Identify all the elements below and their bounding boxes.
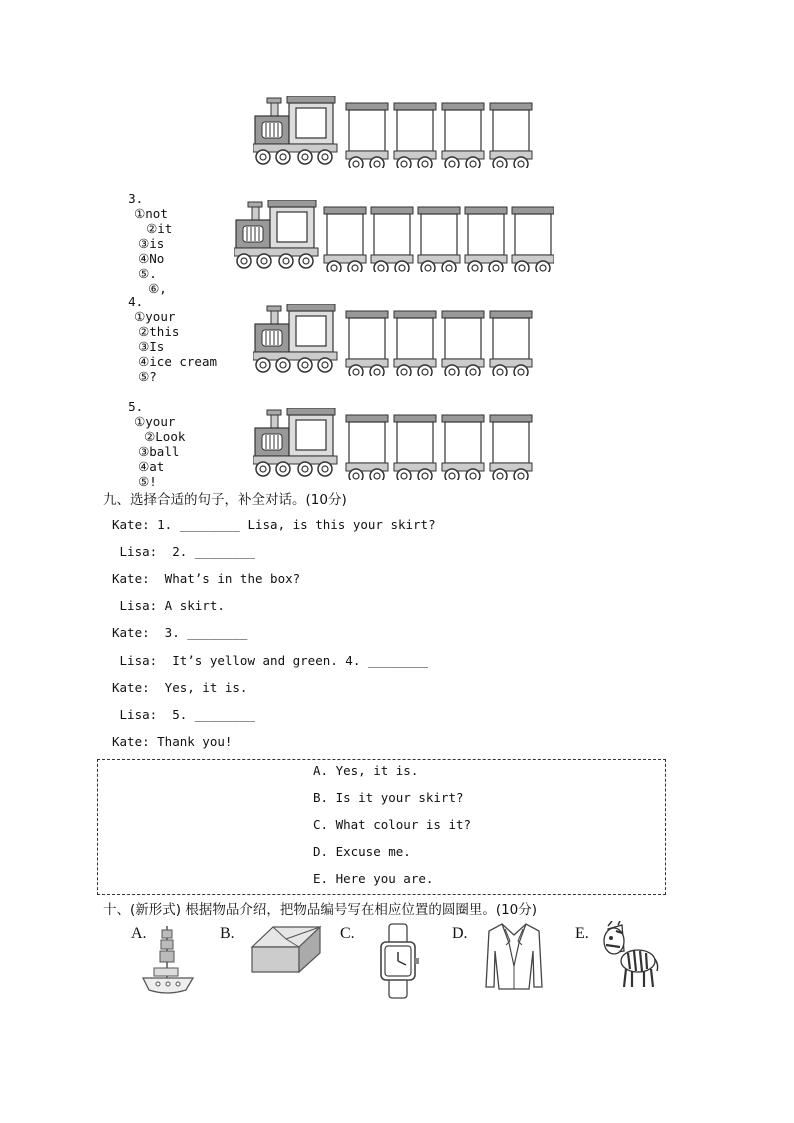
word-1: ①not: [134, 206, 168, 221]
question-5: [113, 384, 185, 489]
word-5: ⑤.: [138, 266, 157, 281]
dialogue-line: Kate: What’s in the box?: [112, 571, 301, 586]
question-number: 3.: [128, 191, 144, 206]
item-label: C.: [340, 925, 355, 942]
section-9-title: 九、选择合适的句子，补全对话。(10分): [103, 492, 347, 508]
box-icon: [249, 925, 323, 975]
option-d: D. Excuse me.: [313, 844, 411, 859]
boat-icon: [140, 922, 198, 996]
train-diagram: [253, 408, 535, 480]
word-3: ③Is: [138, 339, 165, 354]
word-2: ②Look: [144, 429, 186, 444]
word-1: ①your: [134, 414, 176, 429]
word-4: ④No: [138, 251, 165, 266]
jacket-icon: [484, 921, 544, 991]
question-number: 4.: [128, 294, 144, 309]
word-5: ⑤!: [138, 474, 157, 489]
item-label: B.: [220, 925, 235, 942]
dialogue-line: Lisa: It’s yellow and green. 4. ________: [112, 653, 429, 668]
word-2: ②this: [138, 324, 180, 339]
option-a: A. Yes, it is.: [313, 763, 419, 778]
item-label: D.: [452, 925, 468, 942]
dialogue-line: Lisa: 2. ________: [112, 544, 255, 559]
dialogue-line: Lisa: A skirt.: [112, 598, 225, 613]
question-3: [113, 176, 172, 296]
question-4: [113, 279, 217, 384]
word-6: ⑥,: [148, 281, 167, 296]
item-label: E.: [575, 925, 589, 942]
watch-icon: [375, 922, 423, 1000]
dialogue-line: Lisa: 5. ________: [112, 707, 255, 722]
dialogue-line: Kate: 3. ________: [112, 625, 248, 640]
train-diagram: [253, 96, 535, 168]
train-diagram: [253, 304, 535, 376]
dialogue-line: Kate: 1. ________ Lisa, is this your skirt?: [112, 517, 436, 532]
question-number: 5.: [128, 399, 144, 414]
section-10-title: 十、(新形式) 根据物品介绍，把物品编号写在相应位置的圆圈里。(10分): [103, 902, 538, 918]
dialogue-line: Kate: Yes, it is.: [112, 680, 248, 695]
options-box: [97, 759, 666, 895]
dialogue-line: Kate: Thank you!: [112, 734, 233, 749]
word-4: ④ice cream: [138, 354, 217, 369]
item-label: A.: [131, 925, 147, 942]
word-1: ①your: [134, 309, 176, 324]
zebra-icon: [600, 921, 660, 991]
option-c: C. What colour is it?: [313, 817, 472, 832]
word-5: ⑤?: [138, 369, 157, 384]
word-3: ③is: [138, 236, 165, 251]
train-diagram: [234, 200, 554, 272]
word-2: ②it: [146, 221, 173, 236]
option-b: B. Is it your skirt?: [313, 790, 464, 805]
word-3: ③ball: [138, 444, 180, 459]
word-4: ④at: [138, 459, 165, 474]
option-e: E. Here you are.: [313, 871, 434, 886]
